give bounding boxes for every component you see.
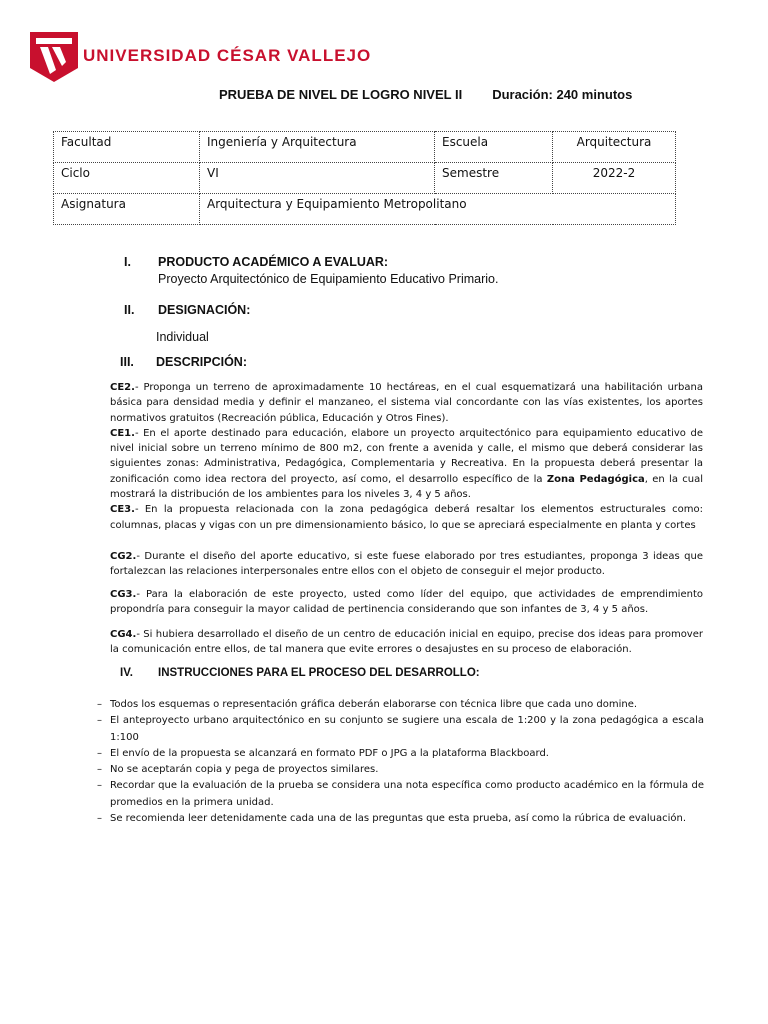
cg3-code: CG3.: [110, 589, 137, 600]
asignatura-value: Arquitectura y Equipamiento Metropolitano: [200, 194, 676, 225]
section-title: DESIGNACIÓN:: [158, 303, 251, 317]
exam-title-line: [219, 87, 632, 102]
section-2-heading: [124, 303, 250, 317]
escuela-label: Escuela: [435, 132, 553, 163]
course-info-table: [53, 131, 676, 225]
cg3-paragraph: [110, 587, 703, 618]
section-1-body: Proyecto Arquitectónico de Equipamiento Educativo Primario.: [158, 272, 499, 286]
facultad-label: Facultad: [54, 132, 200, 163]
cg4-paragraph: [110, 627, 703, 658]
section-number: I.: [124, 255, 131, 269]
ce2-paragraph: [110, 380, 703, 426]
asignatura-label: Asignatura: [54, 194, 200, 225]
university-logo: [30, 32, 372, 82]
semestre-value: 2022-2: [553, 163, 676, 194]
list-item: – Todos los esquemas o representación gráfica deberán elaborarse con técnica libre que cada uno domine.: [97, 697, 704, 713]
exam-title: PRUEBA DE NIVEL DE LOGRO NIVEL II: [219, 87, 463, 102]
facultad-value: Ingeniería y Arquitectura: [200, 132, 435, 163]
table-row: [54, 132, 676, 163]
section-title: INSTRUCCIONES PARA EL PROCESO DEL DESARROLLO:: [158, 667, 480, 679]
section-4-heading: [120, 667, 480, 679]
list-item: – El envío de la propuesta se alcanzará en formato PDF o JPG a la plataforma Blackboard.: [97, 746, 704, 762]
section-number: IV.: [120, 667, 134, 679]
ce1-code: CE1.: [110, 427, 135, 439]
list-item: – No se aceptarán copia y pega de proyectos similares.: [97, 762, 704, 778]
section-number: III.: [120, 355, 134, 369]
ce3-code: CE3.: [110, 504, 135, 516]
university-name: UNIVERSIDAD CÉSAR VALLEJO: [83, 46, 372, 65]
exam-duration: Duración: 240 minutos: [492, 87, 633, 102]
cg3-text: - Para la elaboración de este proyecto, usted como líder del equipo, que actividades de emprendimiento propondría para conseguir la mayor calidad de pertinencia considerando que son infantes de 3, 4 y 5 años.: [110, 589, 703, 616]
section-title: DESCRIPCIÓN:: [156, 355, 247, 369]
description-block-1: [110, 380, 703, 533]
list-item: – El anteproyecto urbano arquitectónico en su conjunto se sugiere una escala de 1:200 y la zona pedagógica a escala 1:100: [97, 713, 704, 746]
ce1-bold-zone: Zona Pedagógica: [546, 473, 645, 485]
table-row: [54, 194, 676, 225]
escuela-value: Arquitectura: [553, 132, 676, 163]
cg4-text: - Si hubiera desarrollado el diseño de un centro de educación inicial en equipo, precise dos ideas para promover la comunicación entre ellos, de tal manera que evite errores o desajustes en su proceso de elaboración.: [110, 629, 703, 656]
cg2-paragraph: [110, 549, 703, 580]
cg2-code: CG2.: [110, 551, 137, 562]
ciclo-label: Ciclo: [54, 163, 200, 194]
ce2-text: - Proponga un terreno de aproximadamente 10 hectáreas, en el cual esquematizará una habilitación urbana básica para densidad media y definir el manzaneo, el sistema vial concordante con las vías existentes, los aportes normativos gratuitos (Recreación pública, Educación y Otros Fines).: [110, 382, 703, 424]
cg4-code: CG4.: [110, 629, 137, 640]
ce3-text: - En la propuesta relacionada con la zona pedagógica deberá resaltar los elementos estructurales como: columnas, placas y vigas con un pre dimensionamiento básico, lo que se apreciará especialmente en planta y cortes: [110, 504, 703, 531]
section-number: II.: [124, 303, 135, 317]
semestre-label: Semestre: [435, 163, 553, 194]
instructions-list: [97, 697, 704, 827]
ce1-paragraph: [110, 426, 703, 502]
ucv-shield-icon: [30, 32, 78, 82]
list-item: – Recordar que la evaluación de la prueba se considera una nota específica como producto académico en la fórmula de promedios en la primera unidad.: [97, 778, 704, 811]
ce1-text-b: , en la cual mostrará la distribución de los ambientes para los niveles 3, 4 y 5 años.: [110, 473, 703, 501]
ce3-paragraph: [110, 502, 703, 533]
ciclo-value: VI: [200, 163, 435, 194]
list-item: – Se recomienda leer detenidamente cada una de las preguntas que esta prueba, así como la rúbrica de evaluación.: [97, 811, 704, 827]
ce1-text-a: - En el aporte destinado para educación, elabore un proyecto arquitectónico para equipamiento educativo de nivel inicial sobre un terreno mínimo de 800 m2, con frente a avenida y calle, el mismo que deberá considerar las siguientes zonas: Administrativa, Pedagógica, Complementaria y Recreativa. En la propuesta deberá presentar la zonificación como idea rectora del proyecto, así como, el desarrollo específico de la: [110, 427, 703, 485]
table-row: [54, 163, 676, 194]
section-2-body: Individual: [156, 330, 209, 344]
section-title: PRODUCTO ACADÉMICO A EVALUAR:: [158, 255, 389, 269]
cg2-text: - Durante el diseño del aporte educativo, si este fuese elaborado por tres estudiantes, proponga 3 ideas que fortalezcan las relaciones interpersonales entre ellos con el objeto de conseguir el mejor producto.: [110, 551, 703, 578]
section-1-heading: [124, 255, 388, 269]
section-3-heading: [120, 355, 247, 369]
ce2-code: CE2.: [110, 382, 135, 393]
